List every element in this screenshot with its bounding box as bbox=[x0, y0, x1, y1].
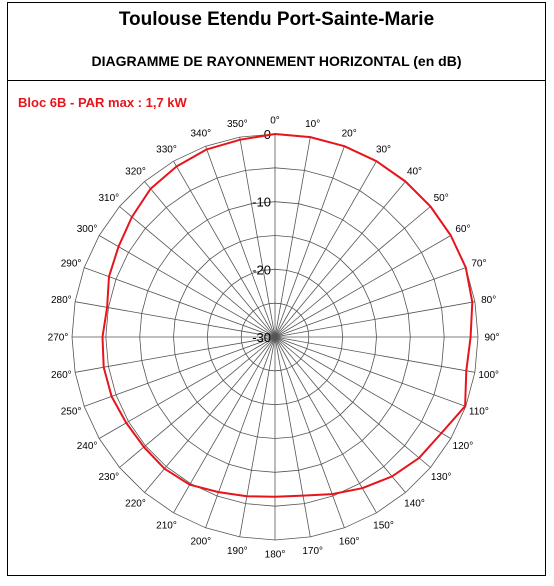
angle-tick-label: 10° bbox=[305, 118, 321, 130]
angle-tick-label: 20° bbox=[341, 128, 357, 140]
pattern-point bbox=[430, 206, 432, 208]
pattern-point bbox=[150, 188, 152, 190]
angle-tick-label: 160° bbox=[338, 536, 360, 548]
pattern-point bbox=[274, 496, 276, 498]
angle-tick-label: 140° bbox=[404, 498, 425, 510]
pattern-point bbox=[103, 366, 105, 368]
angle-tick-label: 240° bbox=[76, 441, 98, 452]
angle-tick-label: 0° bbox=[270, 115, 280, 127]
pattern-point bbox=[362, 487, 364, 489]
angle-tick-label: 50° bbox=[433, 193, 449, 204]
pattern-point bbox=[391, 476, 393, 478]
pattern-point bbox=[472, 301, 474, 303]
angle-tick-label: 130° bbox=[430, 472, 452, 483]
angle-tick-label: 270° bbox=[47, 332, 69, 344]
angle-tick-label: 320° bbox=[125, 166, 146, 178]
grid-spokes bbox=[72, 134, 478, 540]
pattern-point bbox=[108, 276, 110, 278]
angle-tick-label: 190° bbox=[226, 546, 248, 558]
radial-tick-label: -10 bbox=[252, 194, 271, 210]
angle-tick-label: 150° bbox=[373, 520, 394, 532]
angle-tick-label: 220° bbox=[125, 498, 146, 510]
angle-tick-label: 300° bbox=[76, 224, 98, 235]
pattern-point bbox=[111, 396, 113, 398]
angle-tick-label: 170° bbox=[302, 546, 324, 558]
angle-tick-label: 80° bbox=[481, 294, 497, 306]
pattern-point bbox=[143, 446, 145, 448]
angle-tick-label: 60° bbox=[455, 224, 471, 235]
angle-tick-label: 100° bbox=[478, 370, 500, 382]
angle-tick-label: 30° bbox=[375, 144, 392, 156]
pattern-point bbox=[310, 136, 312, 138]
pattern-point bbox=[246, 496, 248, 498]
pattern-point bbox=[239, 139, 241, 141]
pattern-point bbox=[331, 493, 333, 495]
angle-tick-label: 180° bbox=[264, 549, 286, 561]
angle-tick-label: 230° bbox=[98, 472, 120, 483]
pattern-point bbox=[470, 336, 472, 338]
angle-tick-label: 120° bbox=[452, 441, 474, 452]
radial-tick-label: -20 bbox=[252, 262, 271, 278]
angle-tick-label: 40° bbox=[406, 166, 423, 178]
pattern-point bbox=[176, 166, 178, 168]
pattern-point bbox=[118, 246, 120, 248]
pattern-caption: Bloc 6B - PAR max : 1,7 kW bbox=[18, 95, 187, 110]
angle-tick-label: 200° bbox=[190, 536, 212, 548]
pattern-point bbox=[376, 160, 378, 162]
pattern-point bbox=[106, 307, 108, 309]
pattern-point bbox=[102, 336, 104, 338]
angle-tick-label: 280° bbox=[50, 294, 72, 306]
angle-tick-label: 310° bbox=[98, 193, 120, 204]
pattern-point bbox=[218, 491, 220, 493]
angle-tick-label: 110° bbox=[468, 406, 489, 418]
pattern-point bbox=[344, 145, 346, 147]
pattern-point bbox=[466, 370, 468, 372]
pattern-point bbox=[464, 405, 466, 407]
angle-tick-label: 350° bbox=[226, 118, 248, 130]
angle-tick-label: 250° bbox=[60, 406, 82, 418]
pattern-point bbox=[418, 457, 420, 459]
radial-tick-label: 0 bbox=[263, 127, 271, 142]
angle-tick-label: 340° bbox=[190, 128, 212, 140]
pattern-point bbox=[206, 149, 208, 151]
pattern-point bbox=[274, 133, 276, 135]
angle-tick-label: 260° bbox=[50, 370, 72, 382]
pattern-point bbox=[465, 267, 467, 269]
angle-tick-label: 90° bbox=[484, 332, 500, 344]
angle-tick-label: 70° bbox=[471, 258, 487, 270]
pattern-point bbox=[189, 484, 191, 486]
chart-subtitle: DIAGRAMME DE RAYONNEMENT HORIZONTAL (en dB) bbox=[91, 53, 462, 69]
angle-tick-label: 210° bbox=[156, 520, 177, 532]
pattern-point bbox=[131, 216, 133, 218]
angle-tick-label: 330° bbox=[156, 144, 177, 156]
angle-tick-label: 290° bbox=[60, 258, 82, 270]
pattern-point bbox=[302, 495, 304, 497]
pattern-point bbox=[164, 468, 166, 470]
pattern-point bbox=[405, 181, 407, 183]
pattern-point bbox=[441, 432, 443, 434]
radial-tick-label: -30 bbox=[252, 330, 271, 345]
pattern-point bbox=[450, 235, 452, 237]
chart-title: Toulouse Etendu Port-Sainte-Marie bbox=[118, 9, 435, 30]
pattern-point bbox=[125, 422, 127, 424]
